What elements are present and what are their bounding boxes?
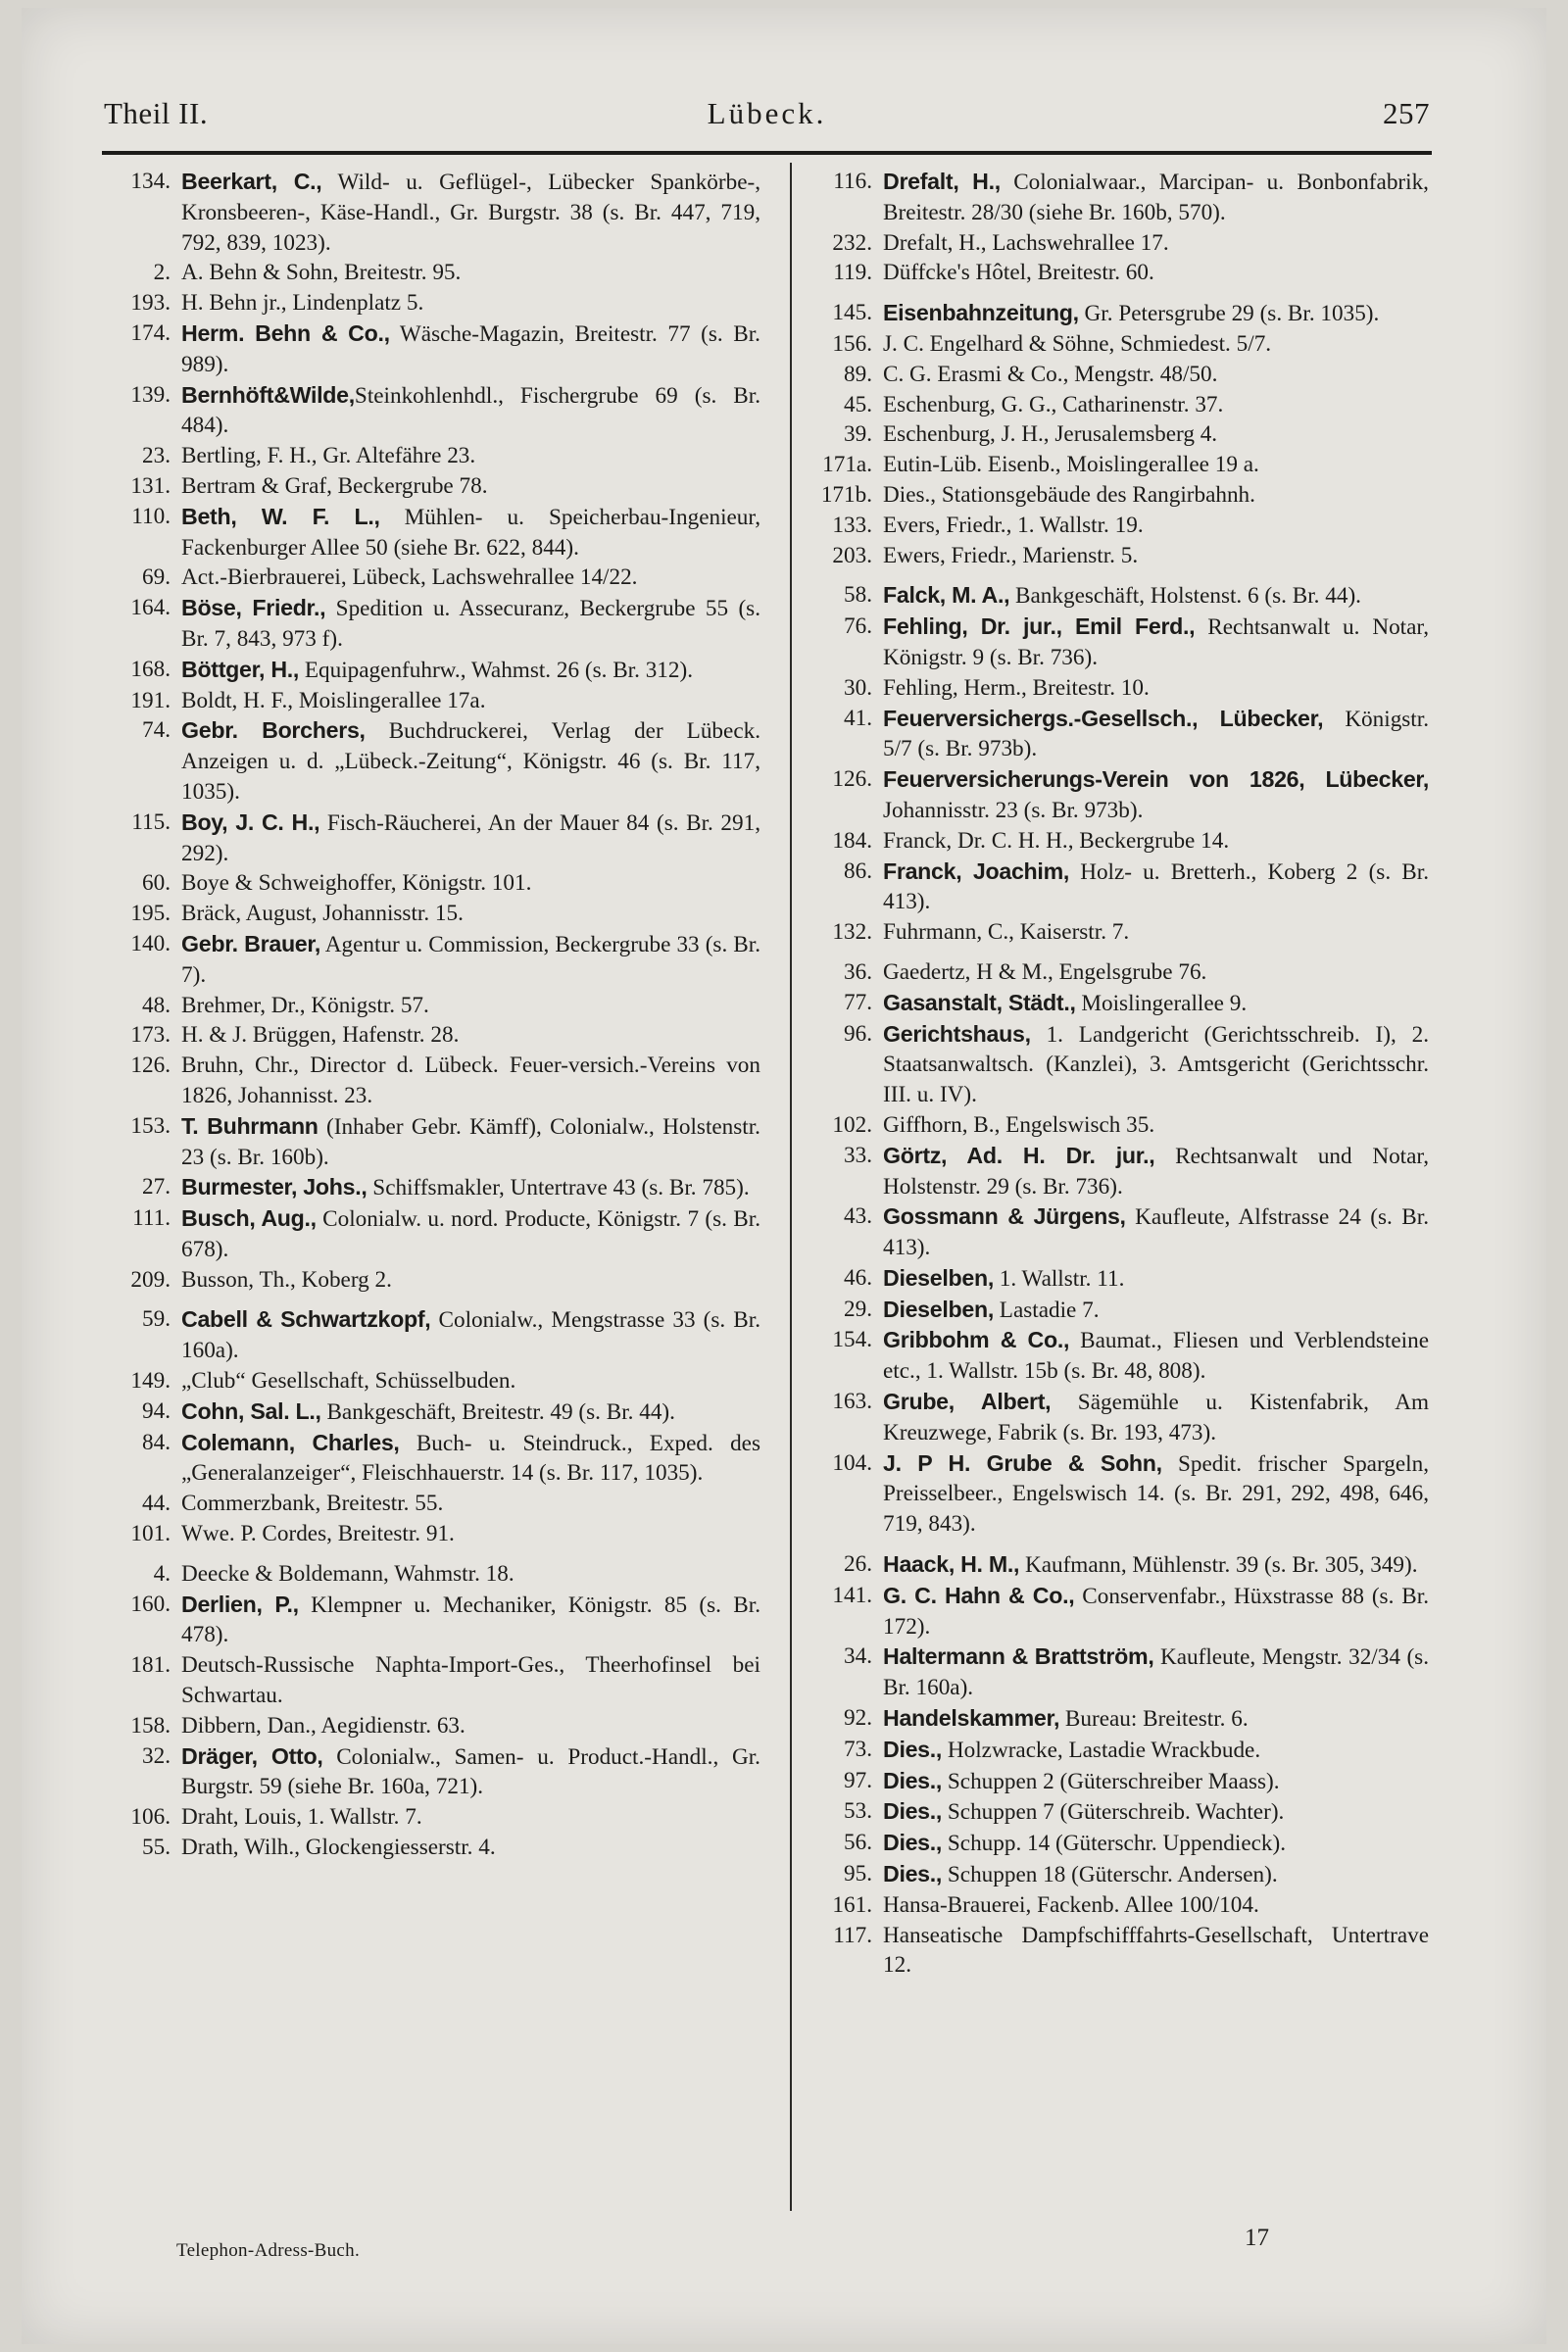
entry-number: 92. [844, 1705, 872, 1732]
entry-number: 73. [844, 1736, 872, 1762]
entry-name: Böttger, H., [181, 656, 300, 682]
entry-name: Boy, J. C. H., [181, 808, 320, 835]
entry-text: Fisch-Räucherei, An der Mauer 84 (s. Br. 291, 292). [181, 809, 760, 866]
entry-text: Wäsche-Magazin, Breitestr. 77 (s. Br. 989). [181, 320, 760, 377]
entry-text: Kaufleute, Alfstrasse 24 (s. Br. 413). [883, 1204, 1429, 1261]
directory-entry [806, 480, 1429, 511]
entry-text: Gr. Petersgrube 29 (s. Br. 1035). [1078, 301, 1380, 327]
directory-entry [104, 502, 760, 564]
entry-text: Schuppen 7 (Güterschreib. Wachter). [942, 1799, 1285, 1826]
entry-text: Lastadie 7. [993, 1297, 1100, 1323]
entry-number: 110. [131, 503, 171, 529]
entry-number: 94. [142, 1397, 171, 1424]
directory-entry [104, 1172, 760, 1203]
entry-number: 164. [130, 595, 171, 621]
entry-text: Fuhrmann, C., Kaiserstr. 7. [883, 919, 1130, 946]
entry-name: Burmester, Johs., [181, 1174, 368, 1200]
entry-number: 104. [832, 1449, 872, 1476]
directory-entry [104, 929, 760, 991]
entry-number: 126. [130, 1053, 171, 1079]
directory-entry [806, 1019, 1429, 1110]
entry-text: Dies., Stationsgebäude des Rangirbahnh. [883, 481, 1255, 508]
entry-text: Eutin-Lüb. Eisenb., Moislingerallee 19 a. [883, 452, 1259, 478]
entry-number: 58. [844, 582, 872, 609]
entry-number: 171b. [820, 481, 872, 508]
entry-text: Act.-Bierbrauerei, Lübeck, Lachswehrallee 14/22. [181, 564, 638, 591]
entry-name: Dies., [883, 1798, 943, 1825]
entry-number: 59. [142, 1306, 171, 1333]
entry-number: 23. [142, 443, 171, 469]
entry-text: Buch- u. Steindruck., Exped. des „Generalanzeiger“, Fleischhauerstr. 14 (s. Br. 117, 1035). [181, 1430, 760, 1487]
directory-entry [806, 1387, 1429, 1448]
directory-entry [104, 1304, 760, 1366]
entry-text: Mühlen- u. Speicherbau-Ingenieur, Fackenburger Allee 50 (siehe Br. 622, 844). [181, 504, 760, 561]
entry-number: 133. [832, 512, 872, 538]
entry-number: 2. [153, 260, 171, 286]
entry-number: 173. [130, 1022, 171, 1049]
entry-text: Drath, Wilh., Glockengiesserstr. 4. [181, 1835, 496, 1861]
directory-entry [806, 917, 1429, 948]
entry-name: Derlien, P., [181, 1591, 299, 1617]
entry-name: Drefalt, H., [883, 169, 1001, 194]
entry-number: 115. [131, 808, 171, 835]
entry-name: Dies., [883, 1830, 943, 1856]
directory-entry [104, 441, 760, 471]
entry-name: Cabell & Schwartzkopf, [181, 1306, 431, 1333]
entry-name: Gribbohm & Co., [883, 1327, 1070, 1353]
entry-text: Baumat., Fliesen und Verblendsteine etc., 1. Wallstr. 15b (s. Br. 48, 808). [883, 1328, 1429, 1385]
entry-text: Commerzbank, Breitestr. 55. [181, 1491, 444, 1517]
entry-number: 131. [130, 472, 171, 499]
entry-number: 43. [844, 1203, 872, 1230]
entry-text: Gaedertz, H & M., Engelsgrube 76. [883, 958, 1207, 985]
directory-entry [806, 258, 1429, 288]
entry-number: 89. [844, 361, 872, 387]
entry-text: Steinkohlenhdl., Fischergrube 69 (s. Br. 484). [181, 382, 760, 439]
entry-name: Gasanstalt, Städt., [883, 989, 1076, 1015]
entry-number: 161. [832, 1891, 872, 1918]
entry-text: Giffhorn, B., Engelswisch 35. [883, 1111, 1155, 1138]
directory-entry [104, 288, 760, 318]
directory-entry [806, 1295, 1429, 1326]
directory-entry [806, 298, 1429, 329]
entry-text: Rechtsanwalt und Notar, Holstenstr. 29 (s. Br. 736). [883, 1143, 1429, 1200]
directory-entry [104, 167, 760, 258]
entry-number: 46. [844, 1264, 872, 1291]
entry-number: 163. [832, 1389, 872, 1415]
entry-name: Busch, Aug., [181, 1205, 317, 1232]
entry-text: Colonialw., Samen- u. Product.-Handl., Gr. Burgstr. 59 (siehe Br. 160a, 721). [181, 1743, 760, 1800]
directory-entry [806, 826, 1429, 857]
directory-entry [104, 1802, 760, 1833]
directory-entry [806, 1325, 1429, 1387]
entry-text: A. Behn & Sohn, Breitestr. 95. [181, 260, 462, 286]
directory-entry [806, 1796, 1429, 1828]
entry-name: Gebr. Borchers, [181, 717, 366, 744]
directory-entry [806, 580, 1429, 612]
directory-entry [806, 1141, 1429, 1202]
entry-number: 134. [130, 169, 171, 194]
directory-entry [104, 868, 760, 899]
entry-number: 102. [832, 1111, 872, 1138]
entry-text: Holz- u. Bretterh., Koberg 2 (s. Br. 413). [883, 858, 1429, 915]
entry-name: Görtz, Ad. H. Dr. jur., [883, 1142, 1155, 1168]
directory-entry [104, 715, 760, 807]
directory-entry [806, 1448, 1429, 1540]
left-column [104, 167, 760, 1863]
entry-number: 34. [844, 1643, 872, 1670]
entry-text: Bruhn, Chr., Director d. Lübeck. Feuer-versich.-Vereins von 1826, Johannisst. 23. [181, 1053, 760, 1108]
entry-number: 168. [130, 656, 171, 682]
signature-mark: 17 [1245, 2225, 1269, 2251]
entry-number: 145. [832, 300, 872, 326]
entry-number: 126. [832, 766, 872, 793]
entry-text: (Inhaber Gebr. Kämff), Colonialw., Holstenstr. 23 (s. Br. 160b). [181, 1113, 760, 1170]
entry-text: Spedition u. Assecuranz, Beckergrube 55 (s. Br. 7, 843, 973 f). [181, 596, 761, 652]
directory-entry [806, 1110, 1429, 1141]
directory-entry [104, 1111, 760, 1173]
entry-number: 96. [844, 1020, 872, 1047]
entry-text: Wild- u. Geflügel-, Lübecker Spankörbe-, Kronsbeeren-, Käse-Handl., Gr. Burgstr. 38 (s. Br. 447, 719, 792, 839, 1023). [181, 170, 761, 256]
entry-name: Haack, H. M., [883, 1551, 1020, 1578]
entry-text: Busson, Th., Koberg 2. [181, 1266, 392, 1293]
entry-text: Bankgeschäft, Breitestr. 49 (s. Br. 44). [320, 1398, 675, 1425]
entry-text: Dibbern, Dan., Aegidienstr. 63. [181, 1712, 466, 1739]
directory-entry [806, 1890, 1429, 1921]
directory-entry [104, 1519, 760, 1549]
entry-number: 84. [142, 1429, 171, 1455]
entry-text: Hansa-Brauerei, Fackenb. Allee 100/104. [883, 1891, 1259, 1918]
directory-entry [806, 390, 1429, 420]
entry-number: 119. [833, 260, 872, 286]
entry-text: Bräck, August, Johannisstr. 15. [181, 901, 464, 927]
entry-number: 174. [130, 319, 171, 346]
entry-number: 86. [844, 858, 872, 884]
entry-text: Colonialw., Mengstrasse 33 (s. Br. 160a). [181, 1307, 760, 1364]
entry-text: Ewers, Friedr., Marienstr. 5. [883, 542, 1139, 568]
entry-number: 141. [832, 1582, 872, 1608]
directory-entry [104, 563, 760, 593]
entry-text: Brehmer, Dr., Königstr. 57. [181, 992, 429, 1018]
entry-name: Feuerversicherungs-Verein von 1826, Lübecker, [883, 766, 1429, 793]
entry-number: 111. [132, 1205, 171, 1232]
directory-entry [104, 899, 760, 929]
directory-entry [104, 1428, 760, 1490]
entry-number: 209. [130, 1266, 171, 1293]
directory-entry [104, 1711, 760, 1741]
directory-entry [806, 704, 1429, 765]
directory-entry [104, 1590, 760, 1651]
entry-text: Spedit. frischer Spargeln, Preisselbeer., Engelswisch 14. (s. Br. 291, 292, 498, 646, 719, 843). [883, 1450, 1429, 1538]
entry-number: 97. [844, 1767, 872, 1793]
entry-name: Handelskammer, [883, 1705, 1060, 1732]
entry-text: J. C. Engelhard & Söhne, Schmiedest. 5/7. [883, 330, 1272, 357]
entry-number: 60. [142, 870, 171, 897]
entry-name: Grube, Albert, [883, 1389, 1052, 1415]
entry-number: 76. [844, 613, 872, 640]
entry-number: 36. [844, 958, 872, 985]
entry-number: 149. [130, 1368, 171, 1395]
directory-entry [806, 612, 1429, 673]
entry-name: Bernhöft&Wilde, [181, 381, 355, 408]
entry-text: Kaufleute, Mengstr. 32/34 (s. Br. 160a). [883, 1644, 1430, 1701]
entry-name: T. Buhrmann [181, 1112, 318, 1139]
entry-number: 156. [832, 330, 872, 357]
entry-number: 32. [142, 1742, 171, 1769]
entry-text: Wwe. P. Cordes, Breitestr. 91. [181, 1521, 455, 1547]
directory-entry [104, 258, 760, 288]
entry-number: 41. [844, 705, 872, 731]
directory-entry [806, 511, 1429, 541]
entry-text: Rechtsanwalt u. Notar, Königstr. 9 (s. Br. 736). [883, 614, 1429, 670]
directory-entry [806, 360, 1429, 390]
entry-number: 106. [130, 1804, 171, 1831]
entry-name: Gebr. Brauer, [181, 930, 320, 956]
entry-text: Sägemühle u. Kistenfabrik, Am Kreuzwege, Fabrik (s. Br. 193, 473). [883, 1390, 1430, 1446]
entry-number: 158. [130, 1712, 171, 1739]
entry-name: Dies., [883, 1767, 943, 1793]
entry-text: Schuppen 2 (Güterschreiber Maass). [942, 1768, 1280, 1794]
footer-label: Telephon-Adress-Buch. [176, 2240, 361, 2261]
entry-number: 232. [832, 229, 872, 256]
entry-text: Bertling, F. H., Gr. Altefähre 23. [181, 443, 476, 469]
directory-entry [806, 857, 1429, 918]
entry-number: 95. [844, 1861, 872, 1887]
entry-text: C. G. Erasmi & Co., Mengstr. 48/50. [883, 361, 1218, 387]
directory-entry [806, 541, 1429, 571]
entry-text: Schupp. 14 (Güterschr. Uppendieck). [942, 1831, 1287, 1857]
entry-number: 48. [142, 992, 171, 1018]
directory-entry [806, 419, 1429, 450]
entry-text: Equipagenfuhrw., Wahmst. 26 (s. Br. 312). [299, 657, 694, 683]
entry-name: Colemann, Charles, [181, 1429, 400, 1455]
entry-name: Böse, Friedr., [181, 595, 326, 621]
entry-text: Kaufmann, Mühlenstr. 39 (s. Br. 305, 349). [1019, 1552, 1418, 1579]
entry-number: 4. [153, 1560, 171, 1587]
directory-entry [104, 808, 760, 869]
entry-name: Dräger, Otto, [181, 1742, 323, 1769]
entry-text: Bankgeschäft, Holstenst. 6 (s. Br. 44). [1009, 583, 1361, 610]
entry-name: Eisenbahnzeitung, [883, 300, 1079, 326]
entry-text: Bureau: Breitestr. 6. [1059, 1706, 1249, 1733]
directory-entry [104, 686, 760, 716]
entry-text: Boye & Schweighoffer, Königstr. 101. [181, 870, 532, 897]
directory-entry [806, 1201, 1429, 1263]
directory-entry [104, 1833, 760, 1863]
directory-entry [806, 450, 1429, 480]
entry-number: 171a. [822, 452, 872, 478]
entry-name: Dies., [883, 1861, 943, 1887]
directory-entry [806, 228, 1429, 259]
entry-text: „Club“ Gesellschaft, Schüsselbuden. [181, 1368, 516, 1395]
entry-number: 195. [130, 901, 171, 927]
entry-text: 1. Landgericht (Gerichtsschreib. I), 2. Staatsanwaltsch. (Kanzlei), 3. Amtsgericht (Gerichtsschr. III. u. IV). [883, 1021, 1429, 1108]
entry-number: 53. [844, 1798, 872, 1825]
entry-text: Agentur u. Commission, Beckergrube 33 (s. Br. 7). [181, 931, 761, 988]
directory-entry [806, 329, 1429, 360]
entry-text: Holzwracke, Lastadie Wrackbude. [942, 1737, 1261, 1763]
entry-text: Bertram & Graf, Beckergrube 78. [181, 472, 488, 499]
directory-entry [806, 764, 1429, 826]
entry-number: 140. [130, 930, 171, 956]
entry-text: Fehling, Herm., Breitestr. 10. [883, 674, 1150, 701]
entry-number: 55. [142, 1835, 171, 1861]
entry-number: 139. [130, 381, 171, 408]
column-divider [790, 163, 792, 2211]
entry-number: 101. [130, 1521, 171, 1547]
entry-name: Gerichtshaus, [883, 1020, 1031, 1047]
directory-entry [104, 1396, 760, 1428]
directory-entry [806, 957, 1429, 988]
directory-entry [104, 1650, 760, 1711]
entry-name: Dies., [883, 1736, 943, 1762]
entry-name: Gossmann & Jürgens, [883, 1203, 1126, 1230]
entry-number: 153. [130, 1112, 171, 1139]
entry-number: 77. [844, 989, 872, 1015]
entry-text: Drefalt, H., Lachswehrallee 17. [883, 229, 1169, 256]
directory-entry [104, 991, 760, 1021]
entry-number: 39. [844, 421, 872, 448]
entry-text: Conservenfabr., Hüxstrasse 88 (s. Br. 172). [883, 1583, 1430, 1640]
entry-name: G. C. Hahn & Co., [883, 1582, 1075, 1608]
entry-name: Cohn, Sal. L., [181, 1397, 321, 1424]
entry-text: Eschenburg, J. H., Jerusalemsberg 4. [883, 421, 1218, 448]
entry-number: 30. [844, 674, 872, 701]
directory-entry [104, 1559, 760, 1590]
directory-entry [806, 1859, 1429, 1890]
entry-number: 56. [844, 1830, 872, 1856]
directory-entry [104, 1489, 760, 1519]
directory-page [22, 8, 1546, 2344]
entry-number: 33. [844, 1142, 872, 1168]
entry-name: Herm. Behn & Co., [181, 319, 390, 346]
entry-text: Düffcke's Hôtel, Breitestr. 60. [883, 260, 1154, 286]
entry-text: H. & J. Brüggen, Hafenstr. 28. [181, 1022, 460, 1049]
directory-entry [806, 1735, 1429, 1766]
entry-number: 203. [832, 542, 872, 568]
directory-entry [806, 1703, 1429, 1735]
directory-entry [806, 1642, 1429, 1703]
entry-number: 132. [832, 919, 872, 946]
directory-entry [806, 1549, 1429, 1581]
directory-entry [104, 471, 760, 502]
entry-number: 74. [142, 717, 171, 744]
directory-entry [806, 167, 1429, 228]
entry-name: J. P H. Grube & Sohn, [883, 1449, 1162, 1476]
section-label: Theil II. [104, 96, 209, 130]
right-column [806, 167, 1429, 1981]
entry-number: 184. [832, 827, 872, 854]
entry-text: 1. Wallstr. 11. [993, 1265, 1125, 1292]
entry-name: Dieselben, [883, 1296, 994, 1322]
entry-text: Schuppen 18 (Güterschr. Andersen). [942, 1862, 1278, 1888]
directory-entry [104, 655, 760, 686]
directory-entry [104, 1366, 760, 1396]
entry-number: 29. [844, 1296, 872, 1322]
directory-entry [806, 673, 1429, 704]
entry-text: Colonialw. u. nord. Producte, Königstr. 7 (s. Br. 678). [181, 1206, 760, 1262]
entry-name: Beth, W. F. L., [181, 503, 380, 529]
entry-number: 117. [833, 1922, 872, 1948]
entry-number: 45. [844, 391, 872, 417]
directory-entry [104, 318, 760, 380]
directory-entry [806, 1581, 1429, 1642]
entry-number: 44. [142, 1491, 171, 1517]
page-title: Lübeck. [707, 96, 827, 130]
entry-text: Buchdruckerei, Verlag der Lübeck. Anzeigen u. d. „Lübeck.-Zeitung“, Königstr. 46 (s. Br. 117, 1035). [181, 718, 760, 805]
entry-text: Johannisstr. 23 (s. Br. 973b). [883, 797, 1144, 823]
entry-text: Eschenburg, G. G., Catharinenstr. 37. [883, 391, 1224, 417]
entry-text: Moislingerallee 9. [1075, 990, 1248, 1016]
header-rule [102, 151, 1432, 155]
entry-text: Klempner u. Mechaniker, Königstr. 85 (s. Br. 478). [181, 1592, 760, 1648]
entry-text: Hanseatische Dampfschifffahrts-Gesellschaft, Untertrave 12. [883, 1922, 1429, 1979]
entry-name: Dieselben, [883, 1264, 994, 1291]
entry-name: Beerkart, C., [181, 169, 322, 194]
entry-text: Königstr. 5/7 (s. Br. 973b). [883, 706, 1429, 762]
entry-number: 181. [130, 1652, 171, 1679]
directory-entry [104, 1265, 760, 1296]
entry-number: 154. [832, 1327, 872, 1353]
directory-entry [104, 593, 760, 655]
entry-name: Falck, M. A., [883, 582, 1010, 609]
directory-entry [104, 1203, 760, 1265]
directory-entry [806, 1263, 1429, 1295]
directory-entry [806, 988, 1429, 1019]
entry-name: Franck, Joachim, [883, 858, 1070, 884]
directory-entry [806, 1828, 1429, 1859]
entry-number: 26. [844, 1551, 872, 1578]
entry-text: H. Behn jr., Lindenplatz 5. [181, 290, 424, 317]
entry-text: Colonialwaar., Marcipan- u. Bonbonfabrik, Breitestr. 28/30 (siehe Br. 160b, 570). [883, 170, 1429, 225]
entry-text: Deutsch-Russische Naphta-Import-Ges., Theerhofinsel bei Schwartau. [181, 1652, 760, 1709]
entry-number: 69. [142, 564, 171, 591]
entry-name: Fehling, Dr. jur., Emil Ferd., [883, 613, 1196, 640]
page-number: 257 [1383, 96, 1430, 130]
entry-number: 193. [130, 290, 171, 317]
directory-entry [806, 1921, 1429, 1982]
directory-entry [104, 1051, 760, 1111]
entry-name: Haltermann & Brattström, [883, 1643, 1154, 1670]
entry-text: Franck, Dr. C. H. H., Beckergrube 14. [883, 827, 1230, 854]
entry-text: Boldt, H. F., Moislingerallee 17a. [181, 687, 486, 713]
entry-number: 160. [130, 1591, 171, 1617]
directory-entry [104, 380, 760, 442]
entry-number: 27. [142, 1174, 171, 1200]
entry-text: Deecke & Boldemann, Wahmstr. 18. [181, 1560, 514, 1587]
directory-entry [806, 1766, 1429, 1797]
directory-entry [104, 1020, 760, 1051]
entry-number: 191. [130, 687, 171, 713]
entry-number: 116. [833, 169, 872, 194]
page-header [104, 92, 1430, 141]
entry-text: Evers, Friedr., 1. Wallstr. 19. [883, 512, 1144, 538]
entry-text: Schiffsmakler, Untertrave 43 (s. Br. 785). [367, 1175, 750, 1201]
directory-entry [104, 1741, 760, 1803]
entry-name: Feuerversichergs.-Gesellsch., Lübecker, [883, 705, 1324, 731]
entry-text: Draht, Louis, 1. Wallstr. 7. [181, 1804, 422, 1831]
